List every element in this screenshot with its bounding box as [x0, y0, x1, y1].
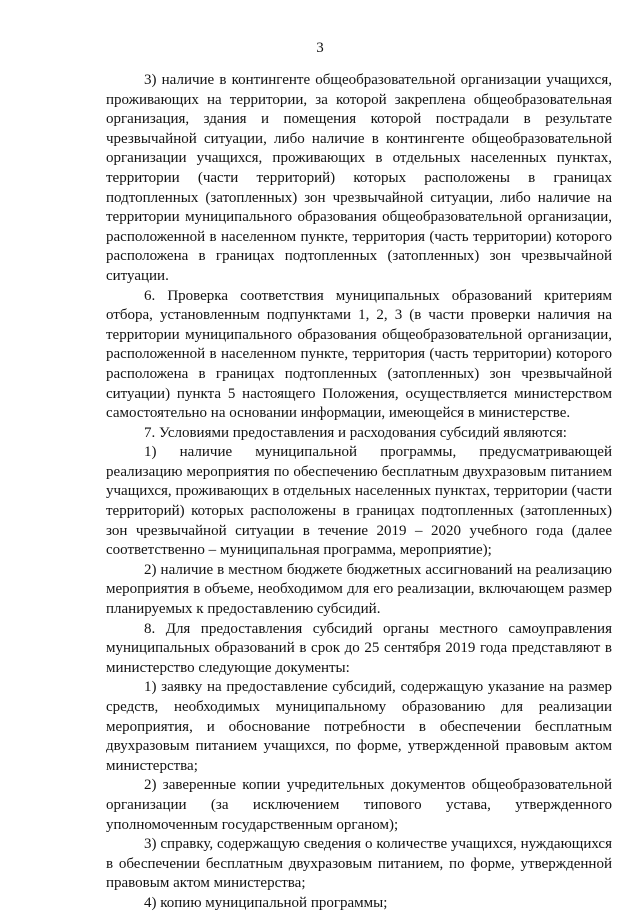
document-body	[106, 71, 612, 914]
paragraph-8-item-2: 2) заверенные копии учредительных документов общеобразовательной организации (за исключением типового устава, утвержденного уполномоченным государственным органом);	[106, 777, 612, 833]
paragraph-7-conditions: 7. Условиями предоставления и расходования субсидий являются:	[144, 424, 567, 441]
paragraph-criterion-3: 3) наличие в контингенте общеобразовательной организации учащихся, проживающих на территории, за которой закреплена общеобразовательная организация, здания и помещения которой пострадали в результате чрезвычайной ситуации, либо наличие в контингенте общеобразовательной организации учащихся, проживающих в отдельных населенных пунктах, территории (части территорий) которых расположены в границах подтопленных (затопленных) зон чрезвычайной ситуации, либо наличие на территории муниципального образования общеобразовательной организации, расположенной в населенном пункте, территория (часть территории) которого расположена в границах подтопленных (затопленных) зон чрезвычайной ситуации.	[106, 72, 612, 284]
paragraph-8-item-4: 4) копию муниципальной программы;	[144, 894, 388, 911]
page-number: 3	[316, 40, 324, 56]
paragraph-7-condition-1: 1) наличие муниципальной программы, предусматривающей реализацию мероприятия по обеспечению бесплатным двухразовым питанием учащихся, проживающих в отдельных населенных пунктах, территории (части территорий) которых расположены в границах подтопленных (затопленных) зон чрезвычайной ситуации в течение 2019 – 2020 учебного года (далее соответственно – муниципальная программа, мероприятие);	[106, 444, 612, 559]
paragraph-6-verification: 6. Проверка соответствия муниципальных образований критериям отбора, установленным подпунктами 1, 2, 3 (в части проверки наличия на территории муниципального образования общеобразовательной организации, расположенной в населенном пункте, территория (часть территории) которого расположена в границах подтопленных (затопленных) зон чрезвычайной ситуации) пункта 5 настоящего Положения, осуществляется министерством самостоятельно на основании информации, имеющейся в министерстве.	[106, 287, 612, 422]
paragraph-8-documents: 8. Для предоставления субсидий органы местного самоуправления муниципальных образований в срок до 25 сентября 2019 года представляют в министерство следующие документы:	[106, 620, 612, 676]
paragraph-8-item-1: 1) заявку на предоставление субсидий, содержащую указание на размер средств, необходимых муниципальному образованию для реализации мероприятия, и обоснование потребности в обеспечении бесплатным двухразовым питанием учащихся, по форме, утвержденной правовым актом министерства;	[106, 679, 612, 774]
paragraph-7-condition-2: 2) наличие в местном бюджете бюджетных ассигнований на реализацию мероприятия в объеме, необходимом для его реализации, включающем размер планируемых к предоставлению субсидий.	[106, 561, 612, 618]
paragraph-8-item-3: 3) справку, содержащую сведения о количестве учащихся, нуждающихся в обеспечении бесплатным двухразовым питанием, по форме, утвержденной правовым актом министерства;	[106, 836, 612, 892]
